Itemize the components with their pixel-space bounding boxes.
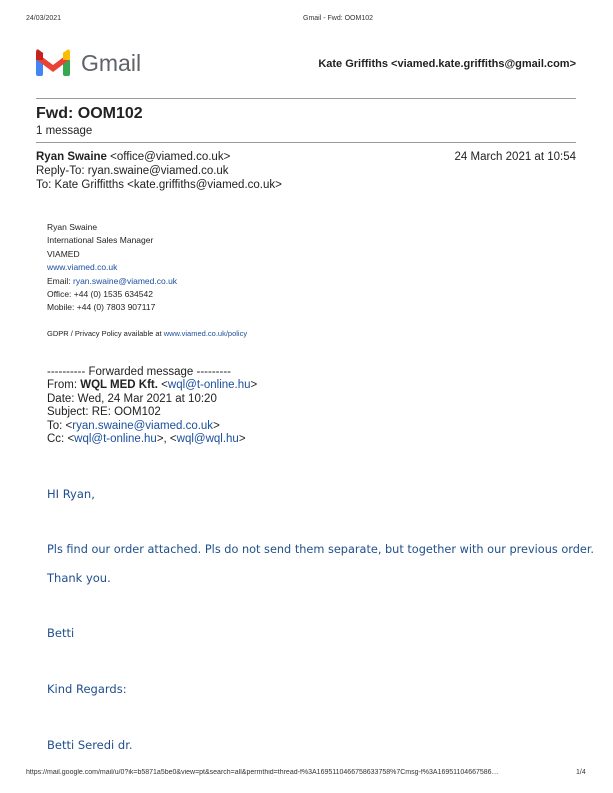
sender-line — [36, 151, 230, 164]
recipient-to: To: Kate Griffitths <kate.griffiths@viamed.co.uk> — [36, 179, 282, 191]
message-count: 1 message — [36, 125, 93, 137]
gdpr-line — [47, 329, 247, 338]
gmail-m-icon — [36, 49, 70, 76]
body-name-2: Betti Seredi dr. — [47, 738, 133, 752]
print-date: 24/03/2021 — [26, 15, 62, 22]
sender-email[interactable]: <office@viamed.co.uk> — [110, 151, 231, 163]
body-regards: Kind Regards: — [47, 682, 127, 696]
sender-name: Ryan Swaine — [36, 151, 107, 163]
signature — [47, 221, 177, 315]
sig-company: VIAMED — [47, 248, 80, 259]
fwd-to-label: To: < — [47, 419, 73, 432]
fwd-cc-email-link-2[interactable]: wql@wql.hu — [176, 433, 239, 446]
message-date: 24 March 2021 at 10:54 — [454, 151, 576, 163]
sig-name: Ryan Swaine — [47, 222, 98, 232]
body-name-1: Betti — [47, 626, 75, 640]
sig-email-line — [47, 275, 177, 288]
sig-office: Office: +44 (0) 1535 634542 — [47, 289, 153, 300]
subject-divider — [36, 142, 576, 143]
fwd-cc-label: Cc: < — [47, 433, 75, 446]
print-footer-url: https://mail.google.com/mail/u/0?ik=b5871a5be0&view=pt&search=all&permthid=thread-f%3A1695110466758633758%7Cmsg-f%3A16951104667586… — [26, 769, 499, 776]
fwd-from-email-link[interactable]: wql@t-online.hu — [167, 379, 251, 392]
fwd-from-label: From: — [47, 379, 81, 392]
forwarded-block — [47, 366, 257, 446]
body-line-1: Pls find our order attached. Pls do not send them separate, but together with our previous order. — [47, 543, 595, 556]
body-thanks: Thank you. — [47, 571, 111, 585]
fwd-cc-close: > — [238, 433, 246, 446]
fwd-subject: Subject: RE: OOM102 — [47, 406, 161, 419]
body-greeting: HI Ryan, — [47, 487, 95, 501]
print-title: Gmail - Fwd: OOM102 — [303, 15, 374, 22]
sig-email-label: Email: — [47, 275, 73, 286]
reply-to: Reply-To: ryan.swaine@viamed.co.uk — [36, 165, 229, 177]
fwd-date: Date: Wed, 24 Mar 2021 at 10:20 — [47, 392, 217, 405]
gdpr-label: GDPR / Privacy Policy available at — [47, 329, 164, 338]
fwd-from-close: > — [250, 379, 258, 392]
fwd-to-close: > — [213, 419, 220, 432]
sig-website-link[interactable]: www.viamed.co.uk — [47, 262, 118, 273]
header-divider — [36, 98, 576, 99]
fwd-cc — [47, 433, 257, 446]
sig-email-link[interactable]: ryan.swaine@viamed.co.uk — [72, 275, 178, 286]
forward-separator: ---------- Forwarded message --------- — [47, 366, 231, 378]
fwd-from — [47, 379, 257, 392]
fwd-from-name: WQL MED Kft. — [80, 379, 158, 392]
fwd-cc-sep: >, < — [156, 433, 177, 446]
print-page-number: 1/4 — [576, 769, 586, 776]
gmail-wordmark: Gmail — [81, 50, 142, 76]
sig-role: International Sales Manager — [47, 235, 154, 246]
gmail-logo — [36, 49, 154, 79]
fwd-to-email-link[interactable]: ryan.swaine@viamed.co.uk — [72, 419, 214, 432]
gdpr-link[interactable]: www.viamed.co.uk/policy — [163, 329, 248, 338]
fwd-from-open: < — [157, 379, 168, 392]
fwd-cc-email-link-1[interactable]: wql@t-online.hu — [74, 433, 157, 446]
account-label: Kate Griffiths <viamed.kate.griffiths@gmail.com> — [318, 58, 576, 70]
sig-mobile: Mobile: +44 (0) 7803 907117 — [47, 302, 156, 313]
thread-subject: Fwd: OOM102 — [36, 105, 143, 122]
fwd-to — [47, 420, 257, 433]
